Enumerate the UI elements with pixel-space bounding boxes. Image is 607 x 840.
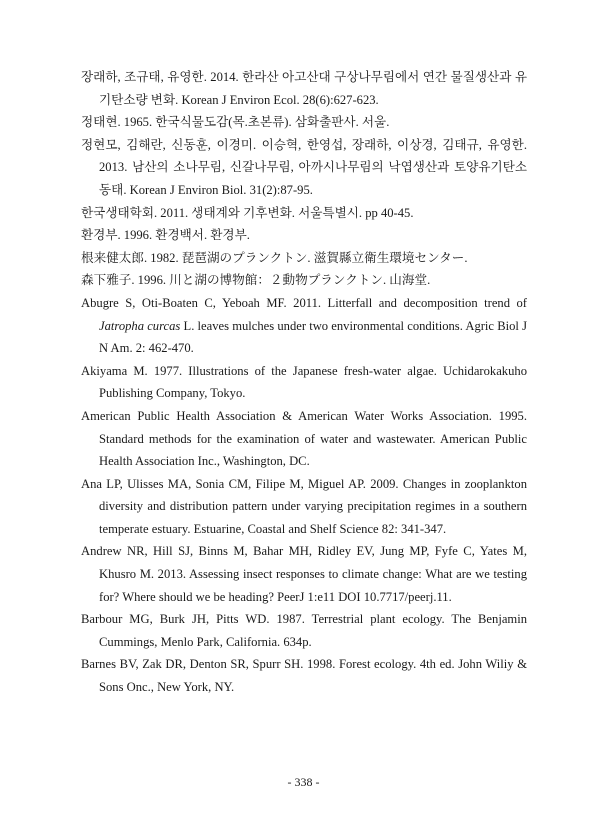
page-number: - 338 - (287, 775, 320, 789)
reference-entry: Andrew NR, Hill SJ, Binns M, Bahar MH, Ridley EV, Jung MP, Fyfe C, Yates M, Khusro M. 2013. Assessing insect responses to climate change: What are we testing for? Where should we be heading? PeerJ 1:e11 DOI 10.7717/peerj.11. (81, 544, 527, 604)
reference-entry: 정태현. 1965. 한국식물도감(목.초본류). 삼화출판사. 서울. (81, 115, 390, 130)
reference-entry: 한국생태학회. 2011. 생태계와 기후변화. 서울특별시. pp 40-45. (81, 205, 414, 220)
reference-entry (81, 292, 527, 360)
reference-entry: Barnes BV, Zak DR, Denton SR, Spurr SH. 1998. Forest ecology. 4th ed. John Wiliy & Sons Onc., New York, NY. (81, 657, 527, 695)
reference-text: L. leaves mulches under two environmental conditions. Agric Biol J N Am. 2: 462-470. (99, 318, 527, 356)
reference-entry: Akiyama M. 1977. Illustrations of the Japanese fresh-water algae. Uchidarokakuho Publishing Company, Tokyo. (81, 363, 527, 401)
reference-text: Abugre S, Oti-Boaten C, Yeboah MF. 2011. Litterfall and decomposition trend of (81, 295, 527, 310)
reference-entry: 정현모, 김해란, 신동훈, 이경미. 이승혁, 한영섭, 장래하, 이상경, 김태규, 유영한. 2013. 남산의 소나무림, 신갈나무림, 아까시나무림의 낙엽생산과 토양유기탄소 동태. Korean J Environ Biol. 31(2):87-95. (81, 137, 527, 197)
reference-entry: 장래하, 조규태, 유영한. 2014. 한라산 아고산대 구상나무림에서 연간 물질생산과 유기탄소량 변화. Korean J Environ Ecol. 28(6):627-623. (81, 70, 527, 107)
reference-entry: 根来健太郎. 1982. 琵琶湖のプランクトン. 滋賀縣立衛生環境センター. (81, 250, 468, 265)
reference-entry: American Public Health Association & American Water Works Association. 1995. Standard methods for the examination of water and wastewater. American Public Health Association Inc., Washington, DC. (81, 408, 527, 469)
reference-entry: Ana LP, Ulisses MA, Sonia CM, Filipe M, Miguel AP. 2009. Changes in zooplankton diversity and distribution pattern under varying precipitation regimes in a southern temperate estuary. Estuarine, Coastal and Shelf Science 82: 341-347. (81, 476, 527, 536)
reference-entry: Barbour MG, Burk JH, Pitts WD. 1987. Terrestrial plant ecology. The Benjamin Cummings, Menlo Park, California. 634p. (81, 612, 527, 649)
reference-entry: 환경부. 1996. 환경백서. 환경부. (81, 228, 250, 243)
species-name: Jatropha curcas (99, 318, 181, 333)
reference-list (81, 66, 527, 699)
reference-entry: 森下雅子. 1996. 川と湖の博物館：２動物プランクトン. 山海堂. (81, 273, 431, 288)
